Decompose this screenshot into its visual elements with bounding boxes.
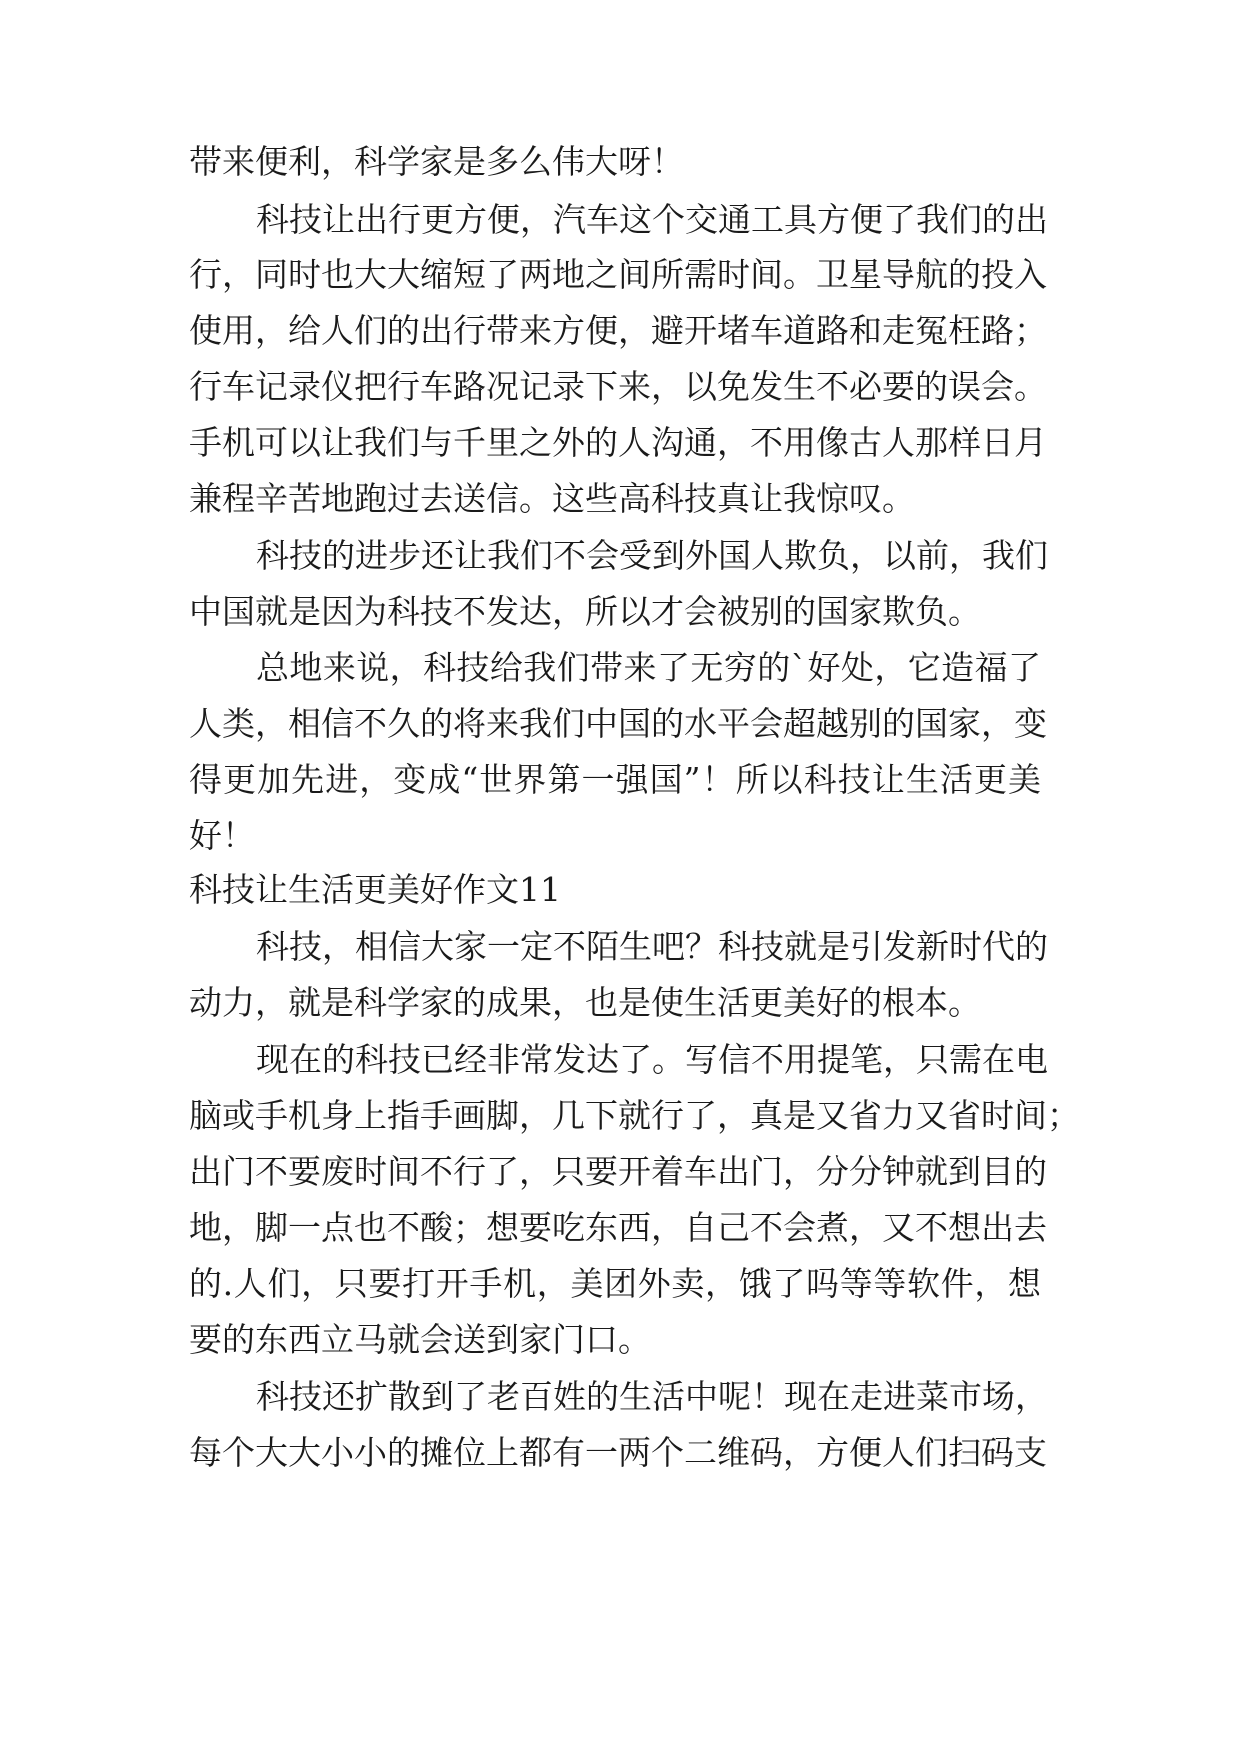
section-heading: 科技让生活更美好作文11 <box>189 870 561 909</box>
paragraph-line: 得更加先进，变成“世界第一强国”！所以科技让生活更美 <box>189 760 1041 799</box>
paragraph-line: 手机可以让我们与千里之外的人沟通，不用像古人那样日月 <box>189 423 1047 462</box>
paragraph-first-line: 科技还扩散到了老百姓的生活中呢！现在走进菜市场， <box>256 1377 1048 1416</box>
paragraph-line: 脑或手机身上指手画脚，几下就行了，真是又省力又省时间； <box>189 1096 1080 1135</box>
paragraph-first-line: 总地来说，科技给我们带来了无穷的`好处，它造福了 <box>256 648 1041 687</box>
paragraph-line: 人类，相信不久的将来我们中国的水平会超越别的国家，变 <box>189 704 1047 743</box>
paragraph-line: 行，同时也大大缩短了两地之间所需时间。卫星导航的投入 <box>189 255 1047 294</box>
paragraph-line: 要的东西立马就会送到家门口。 <box>189 1320 651 1359</box>
paragraph-line: 使用，给人们的出行带来方便，避开堵车道路和走冤枉路； <box>189 311 1047 350</box>
paragraph-line: 的.人们，只要打开手机，美团外卖，饿了吗等等软件，想 <box>189 1264 1041 1303</box>
paragraph-line: 中国就是因为科技不发达，所以才会被别的国家欺负。 <box>189 592 981 631</box>
paragraph-line: 兼程辛苦地跑过去送信。这些高科技真让我惊叹。 <box>189 479 915 518</box>
paragraph-first-line: 科技让出行更方便，汽车这个交通工具方便了我们的出 <box>256 200 1048 239</box>
paragraph-first-line: 现在的科技已经非常发达了。写信不用提笔，只需在电 <box>256 1040 1048 1079</box>
paragraph-line: 带来便利，科学家是多么伟大呀！ <box>189 142 684 181</box>
paragraph-line: 每个大大小小的摊位上都有一两个二维码，方便人们扫码支 <box>189 1433 1047 1472</box>
paragraph-line: 地，脚一点也不酸；想要吃东西，自己不会煮，又不想出去 <box>189 1208 1047 1247</box>
paragraph-first-line: 科技的进步还让我们不会受到外国人欺负，以前，我们 <box>256 536 1048 575</box>
paragraph-line: 动力，就是科学家的成果，也是使生活更美好的根本。 <box>189 983 981 1022</box>
paragraph-first-line: 科技，相信大家一定不陌生吧？科技就是引发新时代的 <box>256 927 1048 966</box>
paragraph-line: 出门不要废时间不行了，只要开着车出门，分分钟就到目的 <box>189 1152 1047 1191</box>
paragraph-line: 好！ <box>189 816 255 855</box>
paragraph-line: 行车记录仪把行车路况记录下来，以免发生不必要的误会。 <box>189 367 1047 406</box>
